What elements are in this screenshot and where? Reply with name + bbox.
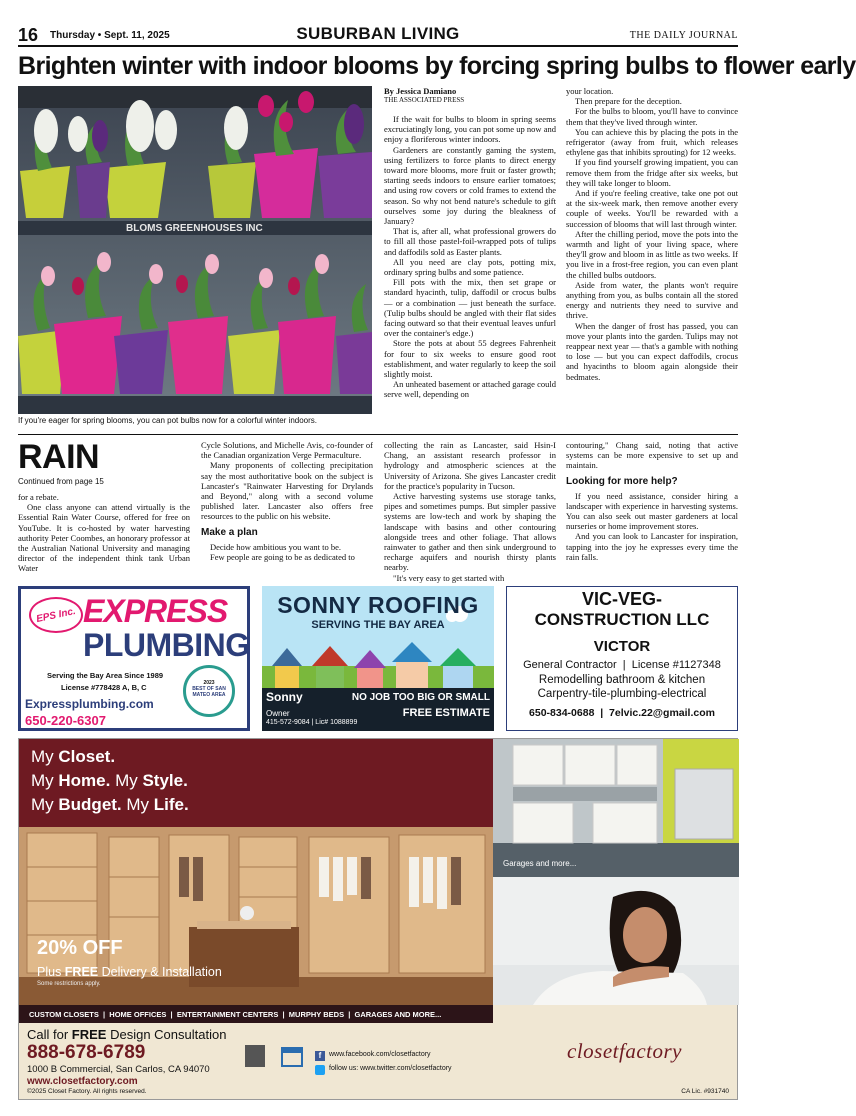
headline-line-3 (31, 793, 189, 817)
paragraph: When the danger of frost has passed, you can move your plants into the garden. Tulips may not reappear next year — that's a gamble with nothing to lose — but you can expect daffodils, crocus and hyacinths to bloom again alongside their bedmates. (566, 320, 738, 382)
article-column-2 (566, 86, 738, 382)
consultation-line (27, 1027, 226, 1042)
paragraph: Gardeners are constantly gaming the system, using fertilizers to force plants to direct energy toward more blooms, more fruit or faster growth; starting seeds indoors to ensure earlier tomatoes; and using row covers or cold frames to extend the season. So why not bend nature's schedule to gift ourselves some joy during the bleakness of January? (384, 144, 556, 227)
paragraph: If the wait for bulbs to bloom in spring seems excruciatingly long, you can pot some up now and enjoy a floriferous winter indoors. (384, 114, 556, 145)
category-strip: CUSTOM CLOSETS | HOME OFFICES | ENTERTAINMENT CENTERS | MURPHY BEDS | GARAGES AND MORE... (19, 1005, 493, 1023)
paragraph: Fill pots with the mix, then set grape or standard hyacinth, tulip, daffodil or crocus bulbs — or a combination — just beneath the surface. (Tulip bulbs should be angled with their flat sides facing outward so that their eventual leaves unfurl over the container's edge.) (384, 277, 556, 339)
rain-column-1 (18, 492, 190, 574)
byline-org: THE ASSOCIATED PRESS (384, 96, 465, 104)
sonny-contact[interactable]: 415-572-9084 | Lic# 1088899 (266, 719, 358, 726)
text: FREE (64, 965, 99, 979)
paragraph: All you need are clay pots, potting mix, ordinary spring bulbs and some patience. (384, 256, 556, 278)
vic-license: General Contractor | License #1127348 (523, 659, 721, 671)
closet-phone[interactable]: 888-678-6789 (27, 1042, 146, 1063)
text: Closet. (58, 747, 116, 766)
paragraph: Then prepare for the deception. (575, 96, 682, 107)
vic-name: VICTOR (593, 638, 651, 655)
best-of-badge (183, 665, 235, 717)
vic-veg-ad[interactable] (506, 586, 738, 731)
paragraph: You can achieve this by placing the pots in the refrigerator (away from fruit, which releases ethylene gas that inhibits sprouting) for 12 weeks. (566, 126, 738, 158)
paragraph: And you can look to Lancaster for inspiration, tapping into the joy he expresses every time the rain falls. (566, 531, 738, 562)
facebook-link[interactable]: www.facebook.com/closetfactory (329, 1051, 431, 1058)
paragraph: Cycle Solutions, and Michelle Avis, co-founder of the Canadian organization Verge Permaculture. (201, 440, 373, 461)
sonny-role: Owner (266, 709, 290, 718)
copyright: ©2025 Closet Factory. All rights reserved. (27, 1088, 147, 1095)
twitter-link[interactable]: follow us: www.twitter.com/closetfactory (329, 1065, 452, 1072)
eps-logo (29, 597, 83, 633)
paragraph: Store the pots at about 55 degrees Fahrenheit for four to six weeks to ensure good root establishment, and water regularly to keep the soil slightly moist. (384, 338, 556, 380)
serving-line: Serving the Bay Area Since 1989 (47, 671, 164, 680)
garage-photo (493, 739, 739, 877)
paragraph: "It's very easy to get started with (393, 572, 505, 583)
badge-year: 2023 (203, 680, 215, 686)
publication-date: Thursday • Sept. 11, 2025 (50, 30, 170, 41)
closet-license: CA Lic. #931740 (681, 1088, 729, 1095)
headline-line-1 (31, 745, 189, 769)
header-rule (18, 45, 738, 47)
text: Style. (142, 771, 188, 790)
express-plumbing-ad[interactable] (18, 586, 250, 731)
text: My (110, 771, 143, 790)
sonny-name: Sonny (266, 690, 303, 704)
express-phone[interactable]: 650-220-6307 (25, 713, 106, 728)
award-logo-icon (245, 1045, 265, 1067)
text: Design Consultation (106, 1027, 227, 1042)
byline: By Jessica Damiano (384, 86, 457, 96)
section-title: SUBURBAN LIVING (296, 24, 460, 43)
text: Home. (58, 771, 111, 790)
garage-caption: Garages and more... (503, 859, 577, 868)
article-headline: Brighten winter with indoor blooms by forcing spring bulbs to flower early (18, 52, 856, 80)
greenhouse-sign: BLOMS GREENHOUSES INC (126, 223, 263, 234)
headline-line-2 (31, 769, 189, 793)
closet-website[interactable]: www.closetfactory.com (27, 1076, 138, 1087)
subhead: Looking for more help? (566, 475, 678, 487)
closet-address: 1000 B Commercial, San Carlos, CA 94070 (27, 1064, 210, 1075)
facebook-icon[interactable]: f (315, 1051, 325, 1061)
paragraph: your location. (566, 86, 614, 96)
eps-logo-text: EPS Inc. (35, 605, 77, 625)
rain-column-4 (566, 440, 738, 562)
sonny-subtitle: SERVING THE BAY AREA (311, 619, 445, 631)
paragraph: An unheated basement or attached garage could serve well, depending on (384, 379, 556, 400)
plumbing-title: PLUMBING (83, 627, 250, 663)
rain-column-2 (201, 440, 373, 562)
paragraph: collecting the rain as Lancaster, said Hsin-I Chang, an assistant research professor in hydrology and atmospheric sciences at the University of Arizona. She gives Lancaster credit for the practice's popularity in Tucson. (384, 440, 556, 491)
newspaper-name: THE DAILY JOURNAL (629, 30, 738, 41)
paragraph: After the chilling period, move the pots into the warmth and light of your living space, where they'll grow and bloom in as little as two weeks. If you live in a frost-free region, you can even plant the chilled bulbs outdoors. (566, 228, 738, 280)
continued-from: Continued from page 15 (18, 477, 104, 486)
paragraph: contouring," Chang said, noting that active systems can be more expensive to set up and maintain. (566, 440, 738, 471)
sonny-estimate: FREE ESTIMATE (402, 707, 490, 719)
paragraph: For the bulbs to bloom, you'll have to convince them that they've lived through winter. (566, 106, 738, 127)
paragraph: If you find yourself growing impatient, you can remove them from the fridge after six weeks, but they will take longer to bloom. (566, 157, 738, 188)
paragraph: for a rebate. (18, 492, 59, 502)
home-logo-icon (281, 1047, 303, 1067)
text: Delivery & Installation (98, 965, 222, 979)
text: Plus (37, 965, 65, 979)
license-line: License #778428 A, B, C (61, 683, 147, 692)
paragraph: Aside from water, the plants won't require anything from you, as bulbs contain all the stored energy and nutrients they need to survive and thrive. (566, 279, 738, 321)
paragraph: And if you're feeling creative, take one pot out at the six-week mark, then remove another every couple of weeks. You'll be rewarded with a succession of blooms that will last through winter. (566, 188, 738, 229)
sonny-roofing-ad[interactable] (262, 586, 494, 731)
rain-column-3 (384, 440, 556, 583)
offer-detail (37, 965, 222, 979)
closet-factory-logo: closetfactory (567, 1039, 682, 1063)
text: Life. (153, 795, 189, 814)
paragraph: Many proponents of collecting precipitation say the most authoritative book on the subject is Lancaster's "Rainwater Harvesting for Drylands and Beyond," along with a second volume published later. Lancaster also offers free resources to the public on his website. (201, 460, 373, 522)
closet-factory-ad[interactable] (18, 738, 738, 1100)
text: Budget. (58, 795, 122, 814)
paragraph: That is, after all, what professional growers do to fill all those pastel-foil-wrapped pots of tulips and daffodils sold as Easter plants. (384, 226, 556, 257)
rain-story-title: RAIN (18, 438, 100, 476)
flower-photo (18, 86, 372, 414)
vic-services-2: Carpentry-tile-plumbing-electrical (537, 688, 707, 700)
offer-restrictions: Some restrictions apply. (37, 981, 101, 987)
text: My (31, 771, 59, 790)
twitter-icon[interactable] (315, 1065, 325, 1075)
paragraph: Few people are going to be as dedicated to (210, 551, 355, 562)
sonny-tag: NO JOB TOO BIG OR SMALL (351, 692, 490, 703)
photo-caption: If you're eager for spring blooms, you can pot bulbs now for a colorful winter indoors. (18, 416, 318, 425)
offer-percent: 20% OFF (37, 937, 123, 959)
paragraph: Decide how ambitious you want to be. (210, 541, 342, 552)
paragraph: Active harvesting systems use storage tanks, pipes and sometimes pumps. But simpler passive systems are low-tech and work by shaping the landscape with basins and other contouring alongside trees and other foliage. That allows rainwater to gather and then sink underground to recharge aquifers and nourish thirsty plants nearby. (384, 491, 556, 573)
closet-headline (31, 745, 189, 817)
page-number: 16 (18, 25, 39, 45)
sonny-title: SONNY ROOFING (277, 592, 479, 618)
vic-contact[interactable]: 650-834-0688 | 7elvic.22@gmail.com (529, 707, 715, 719)
tulip-display-illustration (18, 86, 372, 414)
text: My (31, 747, 59, 766)
badge-text: BEST OF SAN MATEO AREA (192, 686, 226, 698)
text: FREE (71, 1027, 107, 1042)
text: My (31, 795, 59, 814)
woman-photo (493, 877, 739, 1005)
paragraph: If you need assistance, consider hiring a landscaper with experience in harvesting systems. You can also seek out master gardeners at local nurseries or home improvement stores. (566, 490, 738, 532)
vic-title-1: VIC-VEG- (581, 589, 662, 609)
text: Call for (27, 1027, 72, 1042)
express-title: EXPRESS (83, 593, 228, 629)
article-column-1 (384, 114, 556, 400)
vic-title-2: CONSTRUCTION LLC (534, 610, 710, 629)
vic-services-1: Remodelling bathroom & kitchen (538, 674, 706, 686)
subhead: Make a plan (201, 526, 258, 538)
express-website[interactable]: Expressplumbing.com (25, 697, 154, 711)
section-divider (18, 434, 738, 435)
paragraph: One class anyone can attend virtually is the Essential Rain Water Course, offered for free on YouTube. It is co-hosted by water harvesting authority Peter Coombes, an honorary professor at the Australian National University and managing director of the independent think tank Urban Water (18, 502, 190, 574)
text: My (121, 795, 154, 814)
